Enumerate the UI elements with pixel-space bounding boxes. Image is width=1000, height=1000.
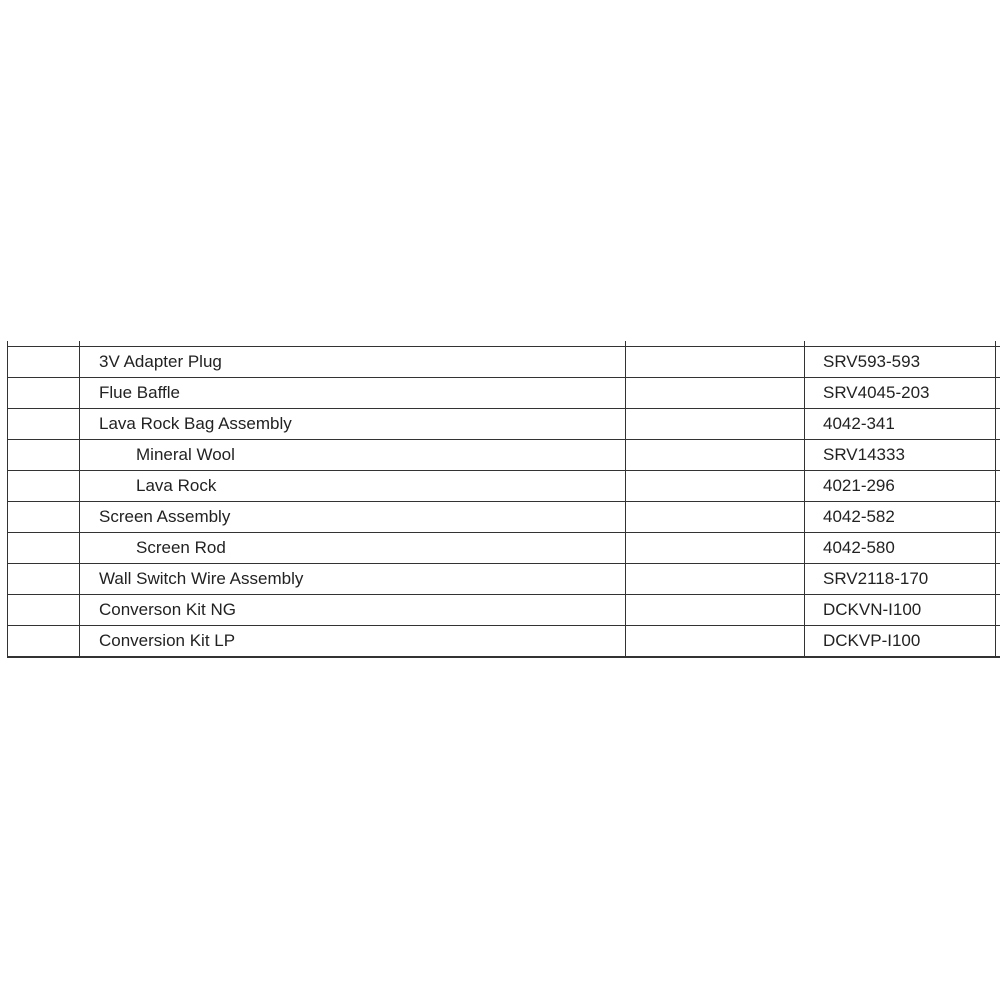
empty-cell xyxy=(626,502,805,533)
part-number: 4021-296 xyxy=(805,471,996,502)
empty-cell xyxy=(996,440,1000,471)
table-row xyxy=(8,626,1000,658)
part-description: Wall Switch Wire Assembly xyxy=(80,564,626,595)
key-number-cell xyxy=(8,626,80,658)
key-number-cell xyxy=(8,471,80,502)
empty-cell xyxy=(996,409,1000,440)
empty-cell xyxy=(996,595,1000,626)
empty-cell xyxy=(996,502,1000,533)
part-description: Mineral Wool xyxy=(80,440,626,471)
empty-cell xyxy=(626,409,805,440)
part-number: SRV14333 xyxy=(805,440,996,471)
part-number: SRV2118-170 xyxy=(805,564,996,595)
empty-cell xyxy=(996,378,1000,409)
table-row xyxy=(8,347,1000,378)
part-description: Flue Baffle xyxy=(80,378,626,409)
part-number: SRV593-593 xyxy=(805,347,996,378)
table-row xyxy=(8,409,1000,440)
table-row xyxy=(8,378,1000,409)
part-description: Conversion Kit LP xyxy=(80,626,626,658)
key-number-cell xyxy=(8,409,80,440)
empty-cell xyxy=(996,471,1000,502)
part-number: 4042-580 xyxy=(805,533,996,564)
empty-cell xyxy=(996,564,1000,595)
key-number-cell xyxy=(8,378,80,409)
part-number: 4042-582 xyxy=(805,502,996,533)
key-number-cell xyxy=(8,502,80,533)
table-row xyxy=(8,502,1000,533)
table-row xyxy=(8,595,1000,626)
empty-cell xyxy=(626,533,805,564)
key-number-cell xyxy=(8,440,80,471)
empty-cell xyxy=(996,533,1000,564)
part-number: DCKVP-I100 xyxy=(805,626,996,658)
empty-cell xyxy=(996,626,1000,658)
part-description: Lava Rock xyxy=(80,471,626,502)
key-number-cell xyxy=(8,347,80,378)
empty-cell xyxy=(626,440,805,471)
part-number: 4042-341 xyxy=(805,409,996,440)
part-description: Screen Rod xyxy=(80,533,626,564)
part-description: Screen Assembly xyxy=(80,502,626,533)
part-description: Converson Kit NG xyxy=(80,595,626,626)
parts-list-table xyxy=(7,341,1000,658)
empty-cell xyxy=(996,347,1000,378)
empty-cell xyxy=(626,595,805,626)
empty-cell xyxy=(626,564,805,595)
key-number-cell xyxy=(8,595,80,626)
part-description: 3V Adapter Plug xyxy=(80,347,626,378)
part-description: Lava Rock Bag Assembly xyxy=(80,409,626,440)
table-row xyxy=(8,533,1000,564)
part-number: SRV4045-203 xyxy=(805,378,996,409)
table-row xyxy=(8,471,1000,502)
table-row xyxy=(8,440,1000,471)
part-number: DCKVN-I100 xyxy=(805,595,996,626)
table-row xyxy=(8,564,1000,595)
empty-cell xyxy=(626,626,805,658)
empty-cell xyxy=(626,347,805,378)
empty-cell xyxy=(626,378,805,409)
key-number-cell xyxy=(8,533,80,564)
empty-cell xyxy=(626,471,805,502)
parts-table-body xyxy=(8,341,1000,657)
key-number-cell xyxy=(8,564,80,595)
